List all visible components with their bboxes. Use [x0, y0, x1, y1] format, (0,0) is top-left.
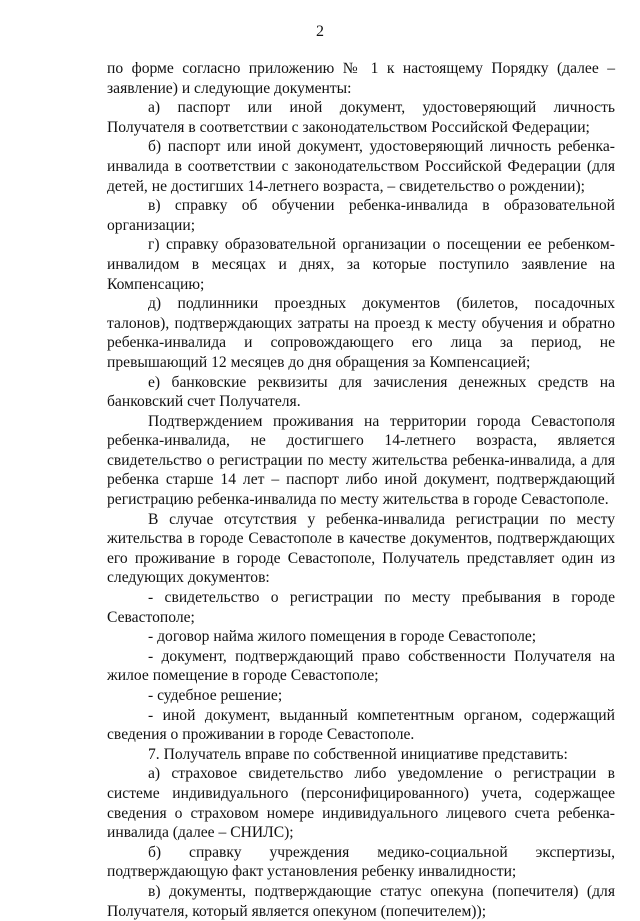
paragraph: Подтверждением проживания на территории города Севастополя ребенка-инвалида, не достигшего 14-летнего возраста, является свидетельство о регистрации по месту жительства ребенка-инвалида, а для ребенка старше 14 лет – паспорт либо иной документ, подтверждающий регистрацию ребенка-инвалида по месту жительства в городе Севастополе. [107, 412, 615, 509]
paragraph: в) документы, подтверждающие статус опекуна (попечителя) (для Получателя, который является опекуном (попечителем)); [107, 882, 615, 920]
document-body [107, 59, 615, 921]
paragraph: 7. Получатель вправе по собственной инициативе представить: [148, 745, 568, 763]
paragraph: а) паспорт или иной документ, удостоверяющий личность Получателя в соответствии с законодательством Российской Федерации; [107, 99, 615, 136]
paragraph: - свидетельство о регистрации по месту пребывания в городе Севастополе; [107, 589, 615, 626]
paragraph: а) страховое свидетельство либо уведомление о регистрации в системе индивидуального (персонифицированного) учета, содержащее сведения о страховом номере индивидуального лицевого счета ребенка-инвалида (далее – СНИЛС); [107, 765, 615, 842]
paragraph: г) справку образовательной организации о посещении ее ребенком-инвалидом в месяцах и днях, за которые поступило заявление на Компенсацию; [107, 236, 615, 293]
paragraph: д) подлинники проездных документов (билетов, посадочных талонов), подтверждающих затраты на проезд к месту обучения и обратно ребенка-инвалида и сопровождающего его лица за период, не превышающий 12 месяцев до дня обращения за Компенсацией; [107, 295, 615, 371]
paragraph: б) справку учреждения медико-социальной экспертизы, подтверждающую факт установления ребенку инвалидности; [107, 843, 615, 881]
paragraph: - договор найма жилого помещения в городе Севастополе; [148, 628, 537, 646]
paragraph: в) справку об обучении ребенка-инвалида в образовательной организации; [107, 197, 615, 234]
page-number: 2 [316, 23, 324, 40]
paragraph: - судебное решение; [148, 687, 283, 704]
paragraph: б) паспорт или иной документ, удостоверяющий личность ребенка-инвалида в соответствии с законодательством Российской Федерации (для детей, не достигших 14-летнего возраста, – свидетельство о рождении); [107, 138, 615, 195]
paragraph: - документ, подтверждающий право собственности Получателя на жилое помещение в городе Севастополе; [107, 647, 615, 685]
paragraph: по форме согласно приложению № 1 к настоящему Порядку (далее – заявление) и следующие документы: [107, 60, 615, 97]
paragraph: е) банковские реквизиты для зачисления денежных средств на банковский счет Получателя. [107, 373, 615, 411]
paragraph: В случае отсутствия у ребенка-инвалида регистрации по месту жительства в городе Севастополе в качестве документов, подтверждающих его проживание в городе Севастополе, Получатель представляет один из следующих документов: [107, 510, 615, 587]
paragraph: - иной документ, выданный компетентным органом, содержащий сведения о проживании в городе Севастополе. [107, 706, 615, 744]
